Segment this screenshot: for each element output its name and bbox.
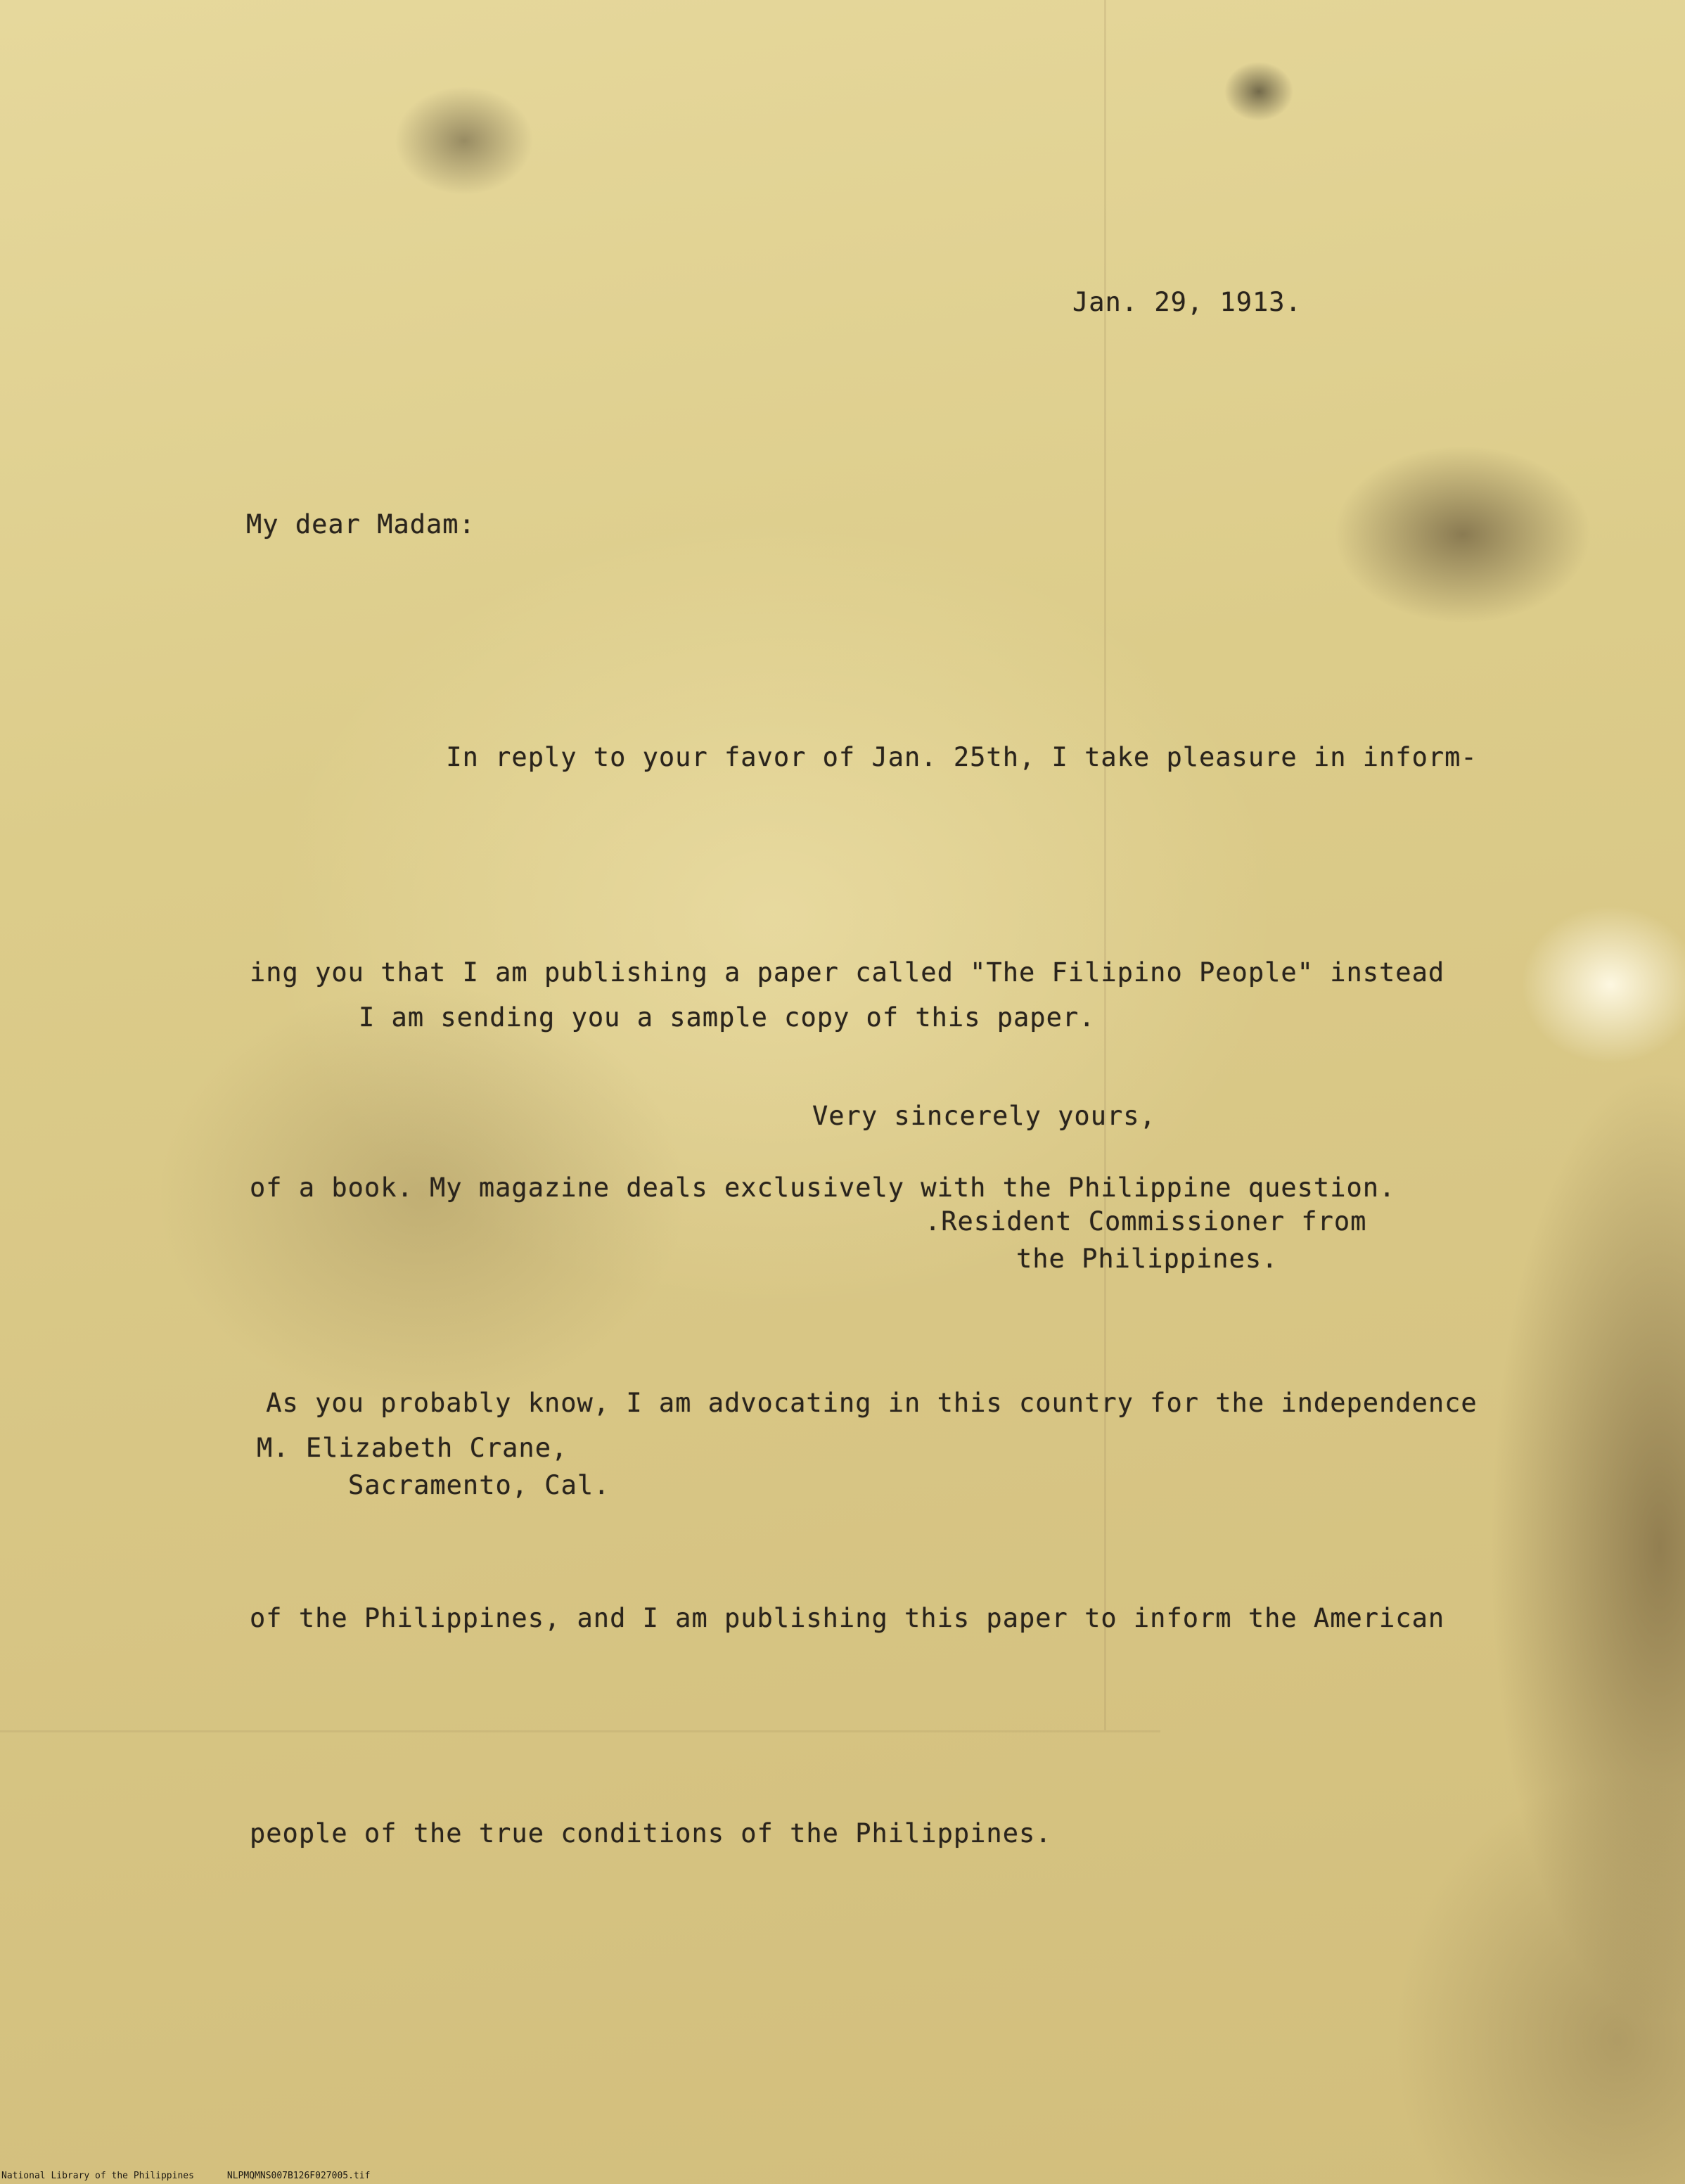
letter-date: Jan. 29, 1913. — [1072, 287, 1302, 317]
body-line: ing you that I am publishing a paper called "The Filipino People" instead — [250, 957, 1445, 988]
letter-body-paragraph-2: I am sending you a sample copy of this paper. — [359, 1002, 1096, 1033]
letter-body-paragraph — [250, 578, 1478, 2013]
signature-title-line-2: the Philippines. — [1016, 1244, 1279, 1274]
body-line: As you probably know, I am advocating in this country for the independence — [250, 1388, 1478, 1418]
footer-file: NLPMQMNS007B126F027005.tif — [226, 2171, 371, 2181]
archive-footer — [1, 2171, 370, 2181]
recipient-name: M. Elizabeth Crane, — [257, 1433, 568, 1463]
letter-closing: Very sincerely yours, — [812, 1101, 1156, 1131]
body-line: people of the true conditions of the Philippines. — [250, 1818, 1052, 1848]
signature-title-line-1: .Resident Commissioner from — [925, 1206, 1367, 1237]
recipient-city: Sacramento, Cal. — [348, 1470, 610, 1500]
body-line: In reply to your favor of Jan. 25th, I take pleasure in inform- — [250, 742, 1478, 772]
body-line: of the Philippines, and I am publishing this paper to inform the American — [250, 1603, 1445, 1633]
body-line: of a book. My magazine deals exclusively with the Philippine question. — [250, 1173, 1396, 1203]
footer-archive: National Library of the Philippines — [1, 2171, 194, 2181]
letter-salutation: My dear Madam: — [246, 509, 475, 539]
